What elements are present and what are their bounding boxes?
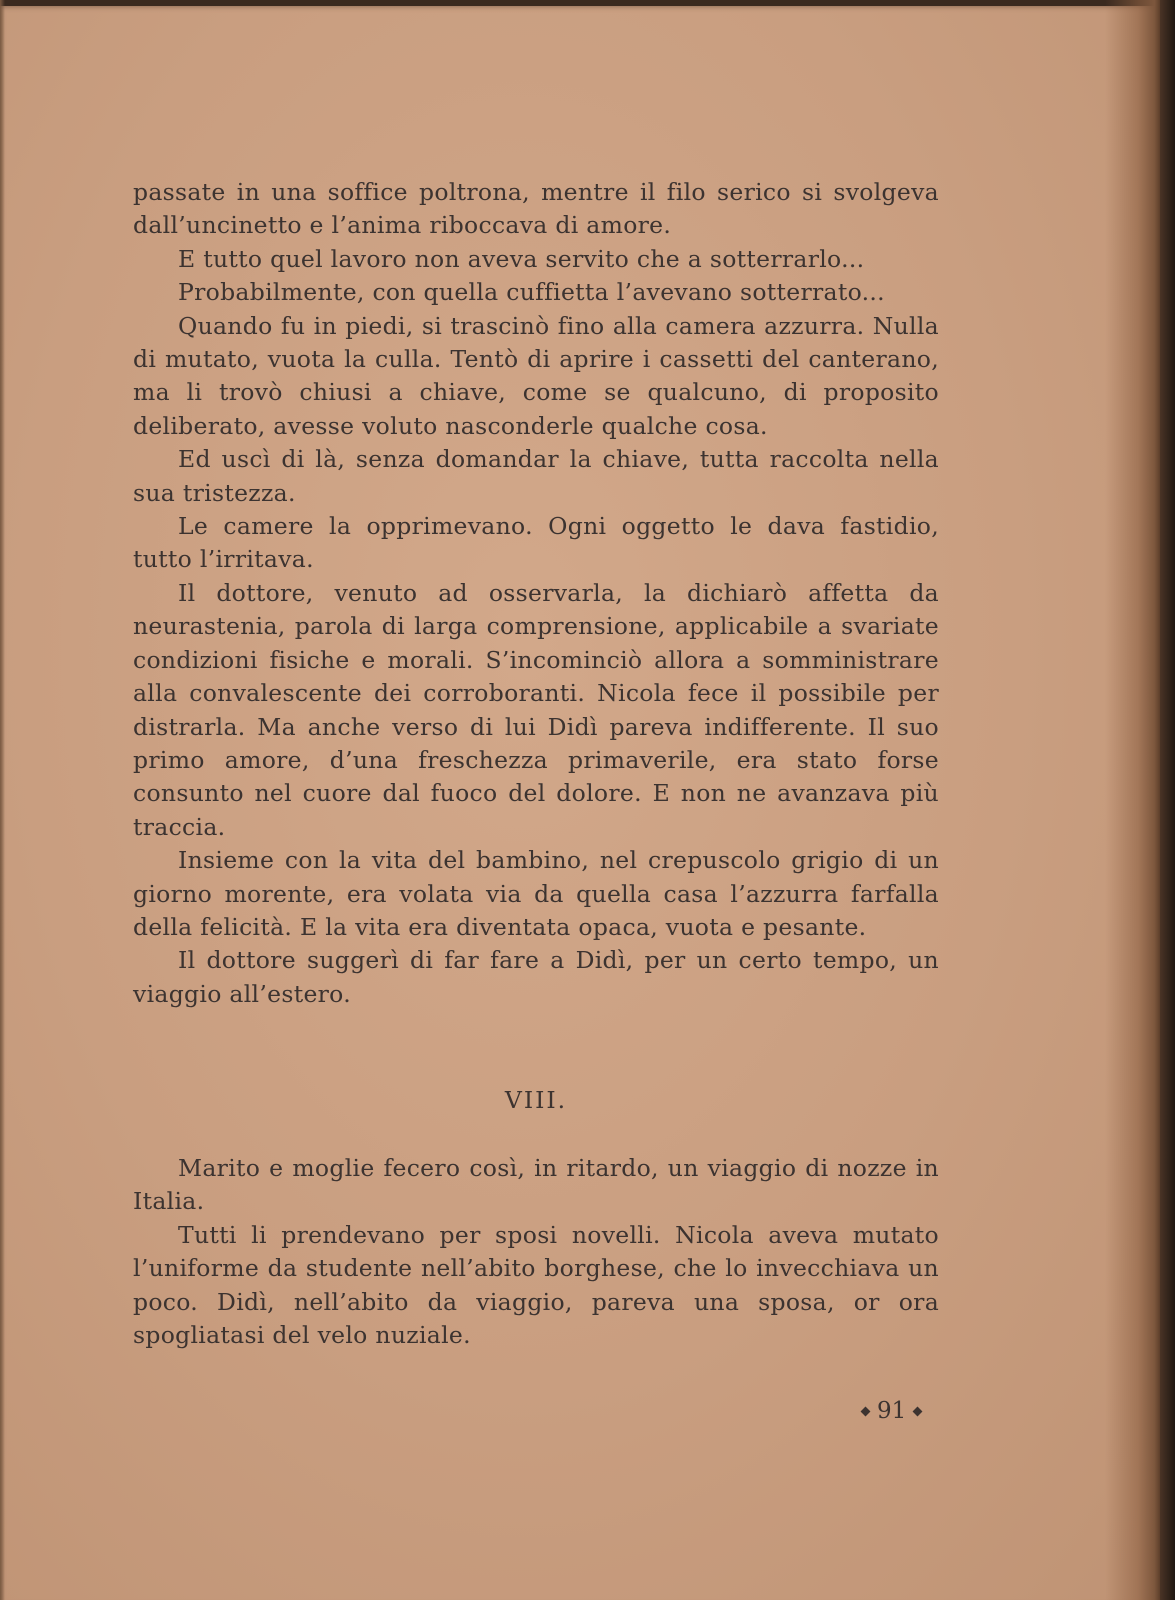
diamond-ornament-icon [861, 1406, 871, 1416]
paragraph: Probabilmente, con quella cuffietta l’avevano sotterrato... [178, 278, 885, 307]
page-number-value: 91 [877, 1398, 907, 1424]
paragraph: Marito e moglie fecero così, in ritardo, un viaggio di nozze in Italia. [133, 1154, 939, 1216]
page-top-edge [0, 0, 1160, 6]
paragraph: Tutti li prendevano per sposi novelli. Nicola aveva mutato l’uniforme da studente nell’abito borghese, che lo invecchiava un poco. Didì, nell’abito da viaggio, pareva una sposa, or ora spogliatasi del velo nuziale. [133, 1220, 939, 1350]
diamond-ornament-icon [913, 1406, 923, 1416]
page-right-edge [1105, 0, 1160, 1600]
body-text-bottom [133, 1152, 939, 1352]
book-spine-edge [1160, 0, 1175, 1600]
paragraph: Ed uscì di là, senza domandar la chiave, tutta raccolta nella sua tristezza. [133, 445, 939, 507]
paragraph: E tutto quel lavoro non aveva servito che a sotterrarlo... [178, 244, 865, 273]
body-text-top [133, 176, 939, 1011]
page-number [862, 1398, 921, 1424]
paragraph: Il dottore, venuto ad osservarla, la dichiarò affetta da neurastenia, parola di larga comprensione, applicabile a svariate condizioni fisiche e morali. S’incominciò allora a somministrare alla convalescente dei corroboranti. Nicola fece il possibile per distrarla. Ma anche verso di lui Didì pareva indifferente. Il suo primo amore, d’una freschezza primaverile, era stato forse consunto nel cuore dal fuoco del dolore. E non ne avanzava più traccia. [133, 578, 939, 841]
paragraph: Il dottore suggerì di far fare a Didì, per un certo tempo, un viaggio all’estero. [133, 946, 939, 1008]
paragraph: Insieme con la vita del bambino, nel crepuscolo grigio di un giorno morente, era volata via da quella casa l’azzurra farfalla della felicità. E la vita era diventata opaca, vuota e pesante. [133, 846, 939, 941]
paragraph: passate in una soffice poltrona, mentre il filo serico si svolgeva dall’uncinetto e l’anima riboccava di amore. [133, 178, 939, 240]
paragraph: Le camere la opprimevano. Ogni oggetto le dava fastidio, tutto l’irritava. [133, 512, 939, 574]
paragraph: Quando fu in piedi, si trascinò fino alla camera azzurra. Nulla di mutato, vuota la culla. Tentò di aprire i cassetti del canterano, ma li trovò chiusi a chiave, come se qualcuno, di proposito deliberato, avesse voluto nasconderle qualche cosa. [133, 311, 939, 440]
page-left-edge [0, 0, 5, 1600]
chapter-heading: VIII. [504, 1086, 568, 1114]
